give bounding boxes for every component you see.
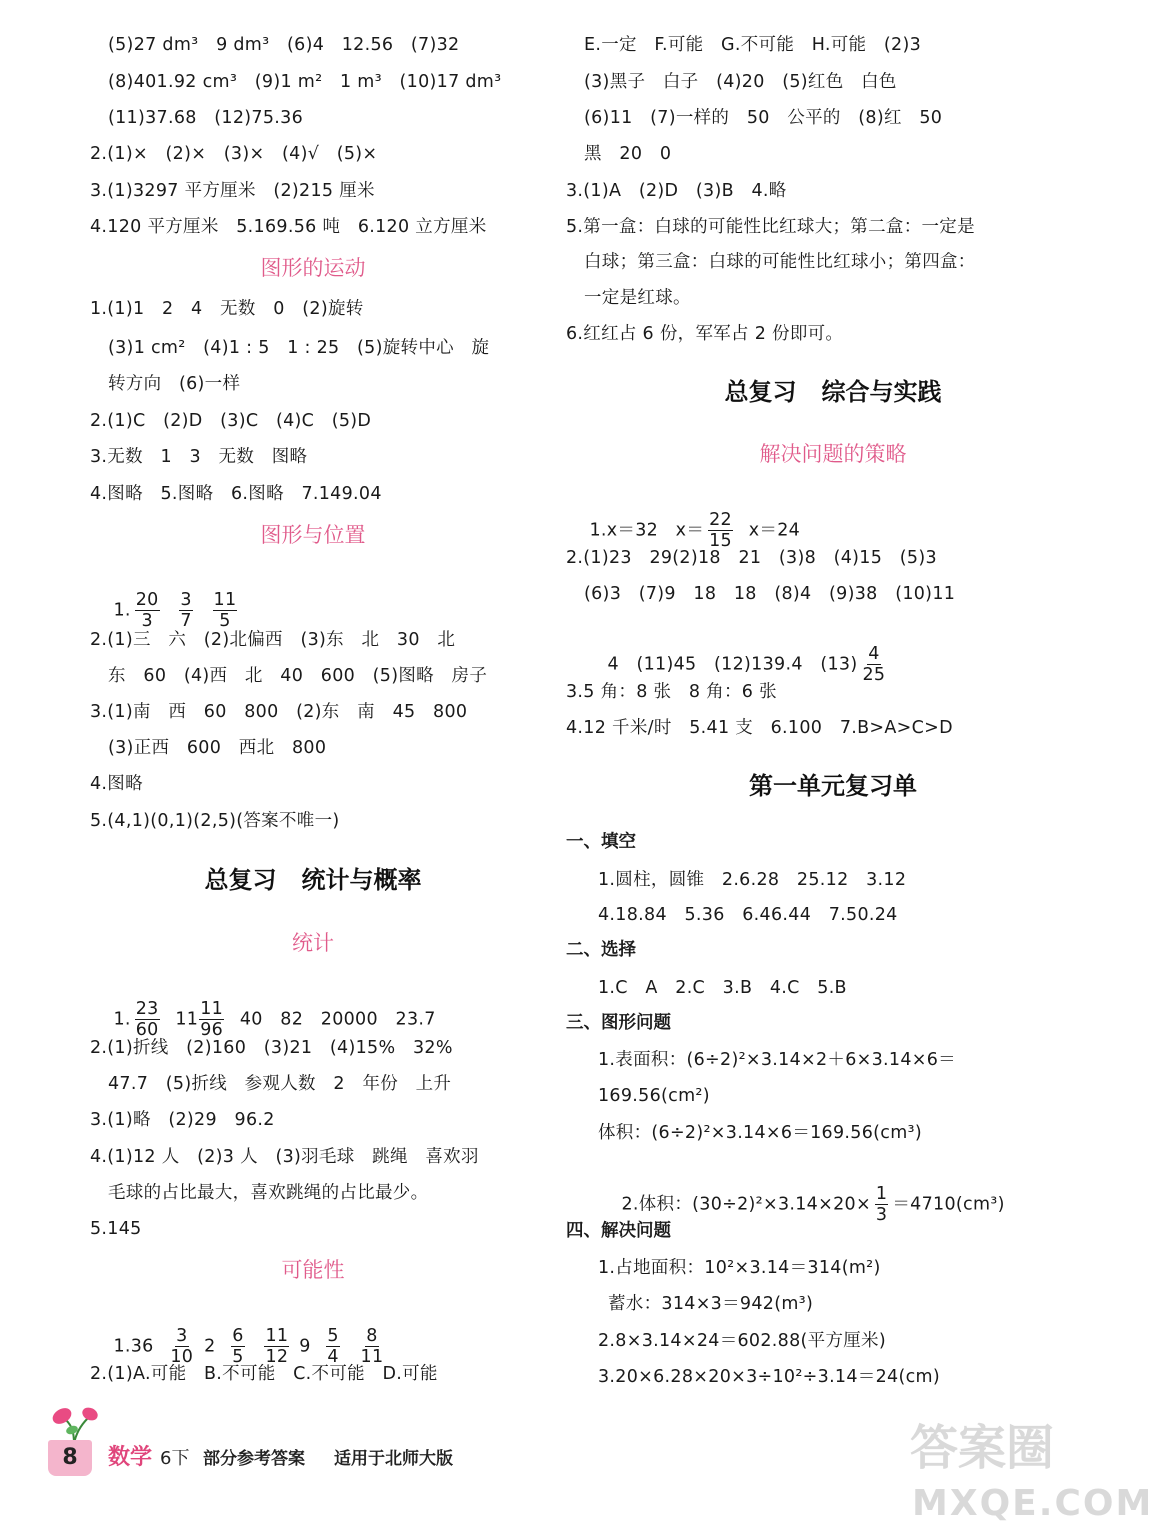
denominator: 15 <box>709 531 732 551</box>
answer-line: 3.20×6.28×20×3÷10²÷3.14＝24(cm) <box>598 1367 940 1387</box>
answer-line: 2.8×3.14×24＝602.88(平方厘米) <box>598 1331 886 1351</box>
subsection-geometry: 三、图形问题 <box>566 1013 671 1033</box>
numerator: 22 <box>709 510 732 530</box>
answer-line: 2.(1)23 29(2)18 21 (3)8 (4)15 (5)3 <box>566 548 937 568</box>
answer-value: 2 <box>204 1336 216 1357</box>
answer-line: 5.第一盒：白球的可能性比红球大；第二盒：一定是 <box>566 217 975 237</box>
flower-icon <box>44 1404 104 1444</box>
footer-subtitle: 部分参考答案 <box>203 1449 305 1469</box>
answer-value: ＝4710(cm³) <box>892 1194 1005 1215</box>
fraction <box>862 644 887 685</box>
numerator: 4 <box>868 644 880 664</box>
answer-line: 3.(1)A (2)D (3)B 4.略 <box>566 181 787 201</box>
answer-line: 1.C A 2.C 3.B 4.C 5.B <box>598 978 847 998</box>
answer-line: (3)黑子 白子 (4)20 (5)红色 白色 <box>584 72 897 92</box>
denominator: 10 <box>170 1347 194 1367</box>
section-heading-probability: 可能性 <box>281 1258 345 1282</box>
answer-line: (3)正西 600 西北 800 <box>108 738 327 758</box>
denominator: 7 <box>180 611 192 631</box>
answer-values: 40 82 20000 23.7 <box>239 1009 436 1030</box>
numerator: 20 <box>135 590 159 610</box>
answer-line: 2.(1)× (2)× (3)× (4)√ (5)× <box>90 144 378 164</box>
answer-line: 黑 20 0 <box>584 144 672 164</box>
grade-label: 6下 <box>160 1448 190 1469</box>
answer-line: 蓄水：314×3＝942(m³) <box>608 1294 814 1314</box>
answer-line: 4.18.84 5.36 6.46.44 7.50.24 <box>598 905 898 925</box>
denominator: 3 <box>141 611 153 631</box>
numerator: 3 <box>180 590 192 610</box>
fraction <box>708 510 733 551</box>
answer-line: 4.12 千米/时 5.41 支 6.100 7.B>A>C>D <box>566 718 953 738</box>
answer-value: 9 <box>299 1336 311 1357</box>
answer-line: 转方向 (6)一样 <box>108 374 241 394</box>
page-number: 8 <box>62 1445 78 1470</box>
subsection-choice: 二、选择 <box>566 940 636 960</box>
answer-line: (6)3 (7)9 18 18 (8)4 (9)38 (10)11 <box>584 584 956 604</box>
watermark-url: MXQE.COM <box>912 1483 1153 1524</box>
numerator: 6 <box>232 1326 244 1346</box>
answer-line: 1.表面积：(6÷2)²×3.14×2＋6×3.14×6＝ <box>598 1050 956 1070</box>
answer-value: 4 (11)45 (12)139.4 (13) <box>607 654 858 675</box>
answer-line: 一定是红球。 <box>584 288 691 308</box>
unit-review-heading: 第一单元复习单 <box>749 772 917 800</box>
answer-line: 体积：(6÷2)²×3.14×6＝169.56(cm³) <box>598 1123 922 1143</box>
answer-value: 1.x＝32 x＝ <box>589 520 705 541</box>
answer-line: (11)37.68 (12)75.36 <box>108 108 304 128</box>
answer-line: (3)1 cm² (4)1 : 5 1 : 25 (5)旋转中心 旋 <box>108 338 490 358</box>
watermark-logo: 答案圈 <box>910 1420 1055 1476</box>
numerator: 11 <box>200 999 224 1019</box>
answer-line: 5.145 <box>90 1219 142 1239</box>
answer-line: 1.(1)1 2 4 无数 0 (2)旋转 <box>90 299 364 319</box>
answer-line: 3.5 角：8 张 8 角：6 张 <box>566 682 777 702</box>
answer-line: (6)11 (7)一样的 50 公平的 (8)红 50 <box>584 108 943 128</box>
denominator: 96 <box>200 1020 224 1040</box>
fraction <box>875 1184 888 1225</box>
denominator: 3 <box>875 1205 888 1225</box>
denominator: 12 <box>265 1347 289 1367</box>
section-heading-position: 图形与位置 <box>260 523 366 547</box>
denominator: 5 <box>219 611 231 631</box>
answer-value: 1.36 <box>113 1336 154 1357</box>
answer-line: 2.(1)折线 (2)160 (3)21 (4)15% 32% <box>90 1038 453 1058</box>
answer-line: 169.56(cm²) <box>598 1086 710 1106</box>
edition-label: 适用于北师大版 <box>334 1449 453 1469</box>
answer-line: 6.红红占 6 份，军军占 2 份即可。 <box>566 324 844 344</box>
answer-line: 2.(1)三 六 (2)北偏西 (3)东 北 30 北 <box>90 630 456 650</box>
answer-line: 5.(4,1)(0,1)(2,5)(答案不唯一) <box>90 811 340 831</box>
numerator: 8 <box>366 1326 378 1346</box>
answer-line: 4.120 平方厘米 5.169.56 吨 6.120 立方厘米 <box>90 217 487 237</box>
answer-line: 2.(1)C (2)D (3)C (4)C (5)D <box>90 411 372 431</box>
fraction <box>135 590 160 631</box>
item-number: 1. <box>113 600 131 621</box>
numerator: 3 <box>176 1326 188 1346</box>
numerator: 5 <box>327 1326 339 1346</box>
answer-line: 毛球的占比最大，喜欢跳绳的占比最少。 <box>108 1183 429 1203</box>
section-heading-strategy: 解决问题的策略 <box>759 442 907 466</box>
fraction <box>264 1326 289 1367</box>
answer-value: 2.体积：(30÷2)²×3.14×20× <box>621 1194 871 1215</box>
denominator: 4 <box>327 1347 339 1367</box>
denominator: 11 <box>360 1347 384 1367</box>
subsection-problems: 四、解决问题 <box>566 1221 671 1241</box>
answer-line: 4.图略 <box>90 774 143 794</box>
answer-line: 3.(1)略 (2)29 96.2 <box>90 1110 275 1130</box>
subsection-fill-blank: 一、填空 <box>566 832 636 852</box>
answer-line: (5)27 dm³ 9 dm³ (6)4 12.56 (7)32 <box>108 35 460 55</box>
denominator: 25 <box>862 665 886 685</box>
answer-line: (8)401.92 cm³ (9)1 m² 1 m³ (10)17 dm³ <box>108 72 502 92</box>
answer-line: 白球；第三盒：白球的可能性比红球小；第四盒： <box>584 252 976 272</box>
answer-line: 4.(1)12 人 (2)3 人 (3)羽毛球 跳绳 喜欢羽 <box>90 1147 479 1167</box>
fraction <box>179 590 192 631</box>
answer-value: x＝24 <box>748 520 801 541</box>
fraction <box>213 590 238 631</box>
chapter-heading-stats-probability: 总复习 统计与概率 <box>204 866 422 894</box>
answer-line: 3.(1)3297 平方厘米 (2)215 厘米 <box>90 181 375 201</box>
answer-line: 47.7 (5)折线 参观人数 2 年份 上升 <box>108 1074 452 1094</box>
answer-line: 1.占地面积：10²×3.14＝314(m²) <box>598 1258 881 1278</box>
mixed-whole: 11 <box>175 1009 199 1030</box>
fraction <box>326 1326 339 1367</box>
chapter-heading-practice: 总复习 综合与实践 <box>724 378 942 406</box>
fraction <box>360 1326 385 1367</box>
answer-line: 1.圆柱，圆锥 2.6.28 25.12 3.12 <box>598 870 907 890</box>
answer-line: 3.(1)南 西 60 800 (2)东 南 45 800 <box>90 702 468 722</box>
numerator: 23 <box>135 999 159 1019</box>
denominator: 5 <box>232 1347 244 1367</box>
answer-line: 3.无数 1 3 无数 图略 <box>90 447 308 467</box>
answer-line: E.一定 F.可能 G.不可能 H.可能 (2)3 <box>584 35 922 55</box>
item-number: 1. <box>113 1009 131 1030</box>
fraction <box>231 1326 244 1367</box>
section-heading-motion: 图形的运动 <box>260 256 366 280</box>
numerator: 1 <box>875 1184 888 1204</box>
answer-line: 东 60 (4)西 北 40 600 (5)图略 房子 <box>108 666 488 686</box>
section-heading-stats: 统计 <box>292 931 334 955</box>
fraction <box>199 999 224 1040</box>
subject-title: 数学 <box>108 1445 153 1470</box>
fraction <box>169 1326 194 1367</box>
numerator: 11 <box>265 1326 289 1346</box>
answer-line: 2.(1)A.可能 B.不可能 C.不可能 D.可能 <box>90 1364 438 1384</box>
fraction <box>135 999 160 1040</box>
answer-line: 4.图略 5.图略 6.图略 7.149.04 <box>90 484 382 504</box>
numerator: 11 <box>213 590 237 610</box>
denominator: 60 <box>135 1020 159 1040</box>
